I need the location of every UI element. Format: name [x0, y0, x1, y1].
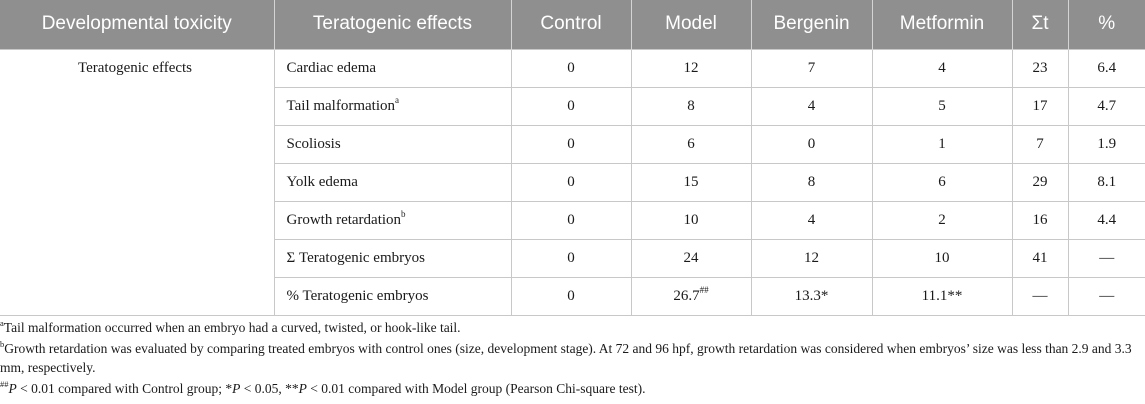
control-cell: 0 — [511, 87, 631, 125]
model-value: 15 — [683, 173, 699, 190]
footnote-significance-text-2: < 0.05, ** — [240, 381, 299, 396]
percent-cell: 4.7 — [1068, 87, 1145, 125]
bergenin-cell: 0 — [751, 125, 872, 163]
control-cell: 0 — [511, 49, 631, 87]
effect-footnote-mark: a — [395, 94, 400, 105]
model-cell — [631, 277, 751, 315]
percent-cell: 1.9 — [1068, 125, 1145, 163]
model-value: 8 — [687, 97, 695, 114]
control-cell: 0 — [511, 239, 631, 277]
sum-cell: 23 — [1012, 49, 1068, 87]
percent-cell: 6.4 — [1068, 49, 1145, 87]
effect-cell — [274, 87, 511, 125]
header-sum: Σt — [1012, 0, 1068, 49]
metformin-cell: 11.1** — [872, 277, 1012, 315]
sum-cell: 16 — [1012, 201, 1068, 239]
effect-cell — [274, 49, 511, 87]
model-value: 10 — [683, 211, 699, 228]
effect-cell — [274, 201, 511, 239]
sum-cell: 41 — [1012, 239, 1068, 277]
p-symbol: P — [298, 381, 307, 396]
header-developmental-toxicity: Developmental toxicity — [0, 0, 274, 49]
metformin-cell: 10 — [872, 239, 1012, 277]
header-model: Model — [631, 0, 751, 49]
effect-label: % Teratogenic embryos — [286, 287, 429, 304]
bergenin-cell: 12 — [751, 239, 872, 277]
model-cell — [631, 49, 751, 87]
effect-footnote-mark: b — [401, 208, 406, 219]
p-symbol: P — [232, 381, 241, 396]
footnote-significance-text-3: < 0.01 compared with Model group (Pearson Chi-square test). — [306, 381, 646, 396]
bergenin-cell: 4 — [751, 201, 872, 239]
control-cell: 0 — [511, 125, 631, 163]
metformin-cell: 5 — [872, 87, 1012, 125]
model-value: 24 — [683, 249, 699, 266]
percent-cell: 8.1 — [1068, 163, 1145, 201]
effect-cell — [274, 239, 511, 277]
percent-cell: 4.4 — [1068, 201, 1145, 239]
metformin-cell: 1 — [872, 125, 1012, 163]
model-cell — [631, 87, 751, 125]
bergenin-cell: 13.3* — [751, 277, 872, 315]
footnote-significance — [0, 379, 1140, 398]
p-symbol: P — [8, 381, 17, 396]
header-metformin: Metformin — [872, 0, 1012, 49]
header-percent: % — [1068, 0, 1145, 49]
footnote-b-mark: b — [0, 338, 5, 349]
effect-label: Cardiac edema — [286, 59, 377, 76]
model-cell — [631, 239, 751, 277]
bergenin-cell: 7 — [751, 49, 872, 87]
control-cell: 0 — [511, 201, 631, 239]
model-value: 26.7 — [673, 287, 700, 304]
model-value: 6 — [687, 135, 695, 152]
sum-cell: 17 — [1012, 87, 1068, 125]
effect-cell — [274, 277, 511, 315]
sum-cell: — — [1012, 277, 1068, 315]
percent-cell: — — [1068, 277, 1145, 315]
metformin-cell: 2 — [872, 201, 1012, 239]
percent-cell: — — [1068, 239, 1145, 277]
footnote-b-text: Growth retardation was evaluated by comparing treated embryos with control ones (size, development stage). At 72 and 96 hpf, growth retardation was considered when embryos’ size was less than 2.9 and 3.3 mm, respectively. — [0, 341, 1132, 375]
effect-label: Scoliosis — [286, 135, 341, 152]
effect-label: Tail malformation — [286, 97, 396, 114]
group-cell-teratogenic-effects: Teratogenic effects — [0, 49, 274, 315]
effect-cell — [274, 163, 511, 201]
footnote-significance-text-1: < 0.01 compared with Control group; * — [16, 381, 233, 396]
effect-label: Growth retardation — [286, 211, 402, 228]
model-value: 12 — [683, 59, 699, 76]
effect-cell — [274, 125, 511, 163]
sum-cell: 29 — [1012, 163, 1068, 201]
model-significance-mark: ## — [699, 284, 709, 295]
control-cell: 0 — [511, 277, 631, 315]
table-footnotes — [0, 318, 1140, 400]
control-cell: 0 — [511, 163, 631, 201]
bergenin-cell: 4 — [751, 87, 872, 125]
model-cell — [631, 125, 751, 163]
footnote-significance-mark: ## — [0, 378, 9, 389]
sum-cell: 7 — [1012, 125, 1068, 163]
metformin-cell: 6 — [872, 163, 1012, 201]
header-bergenin: Bergenin — [751, 0, 872, 49]
footnote-a — [0, 318, 1140, 337]
footnote-b — [0, 339, 1140, 377]
header-control: Control — [511, 0, 631, 49]
footnote-a-mark: a — [0, 317, 4, 328]
bergenin-cell: 8 — [751, 163, 872, 201]
model-cell — [631, 163, 751, 201]
metformin-cell: 4 — [872, 49, 1012, 87]
model-cell — [631, 201, 751, 239]
effect-label: Yolk edema — [286, 173, 358, 190]
table-header-row — [0, 0, 1145, 49]
effect-label: Σ Teratogenic embryos — [286, 249, 425, 266]
footnote-a-text: Tail malformation occurred when an embryo had a curved, twisted, or hook-like tail. — [3, 320, 461, 335]
header-teratogenic-effects: Teratogenic effects — [274, 0, 511, 49]
table-row — [0, 49, 1145, 87]
